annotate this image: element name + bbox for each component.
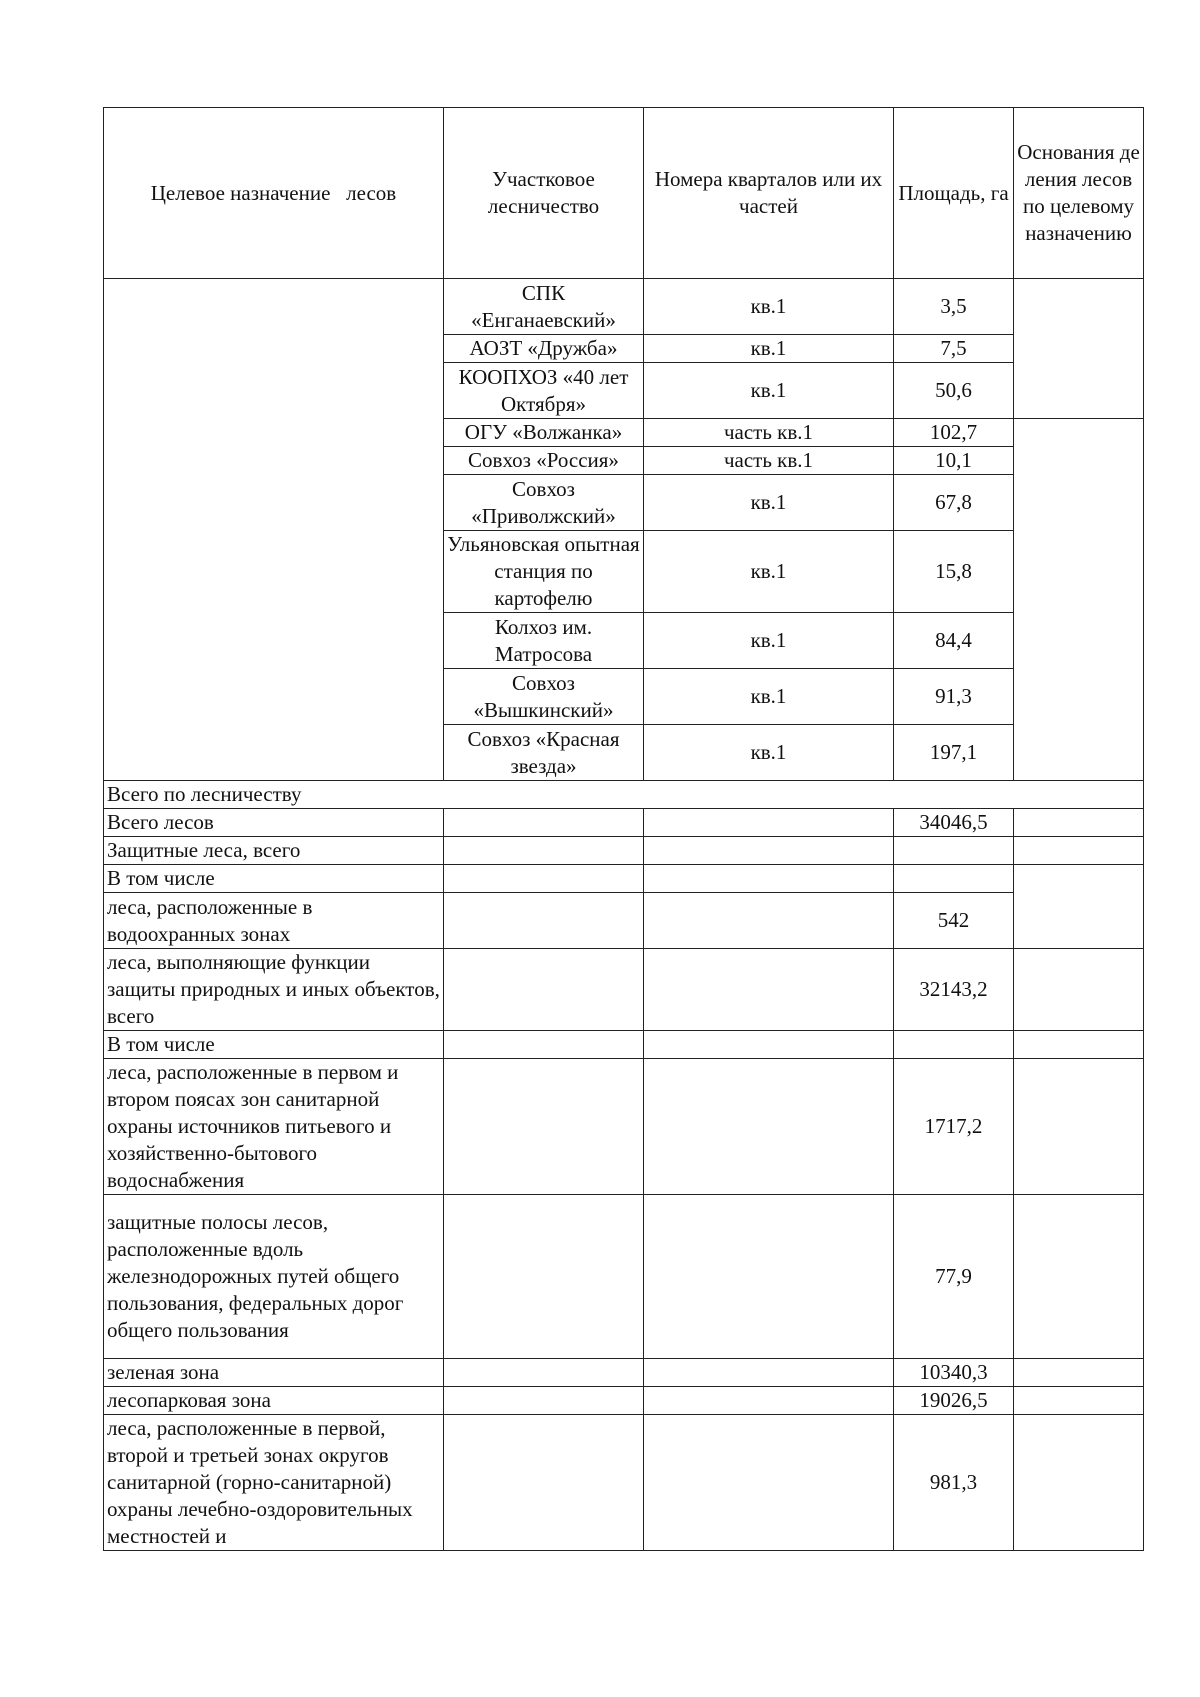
purpose-cell: В том числе bbox=[104, 865, 444, 893]
purpose-cell: леса, расположенные в первом и втором поясах зон санитарной охраны источников питьевого и хозяйственно-бытового водоснабжения bbox=[104, 1059, 444, 1195]
area-cell bbox=[894, 837, 1014, 865]
forestry-cell-empty bbox=[444, 1031, 644, 1059]
forest-purpose-table bbox=[103, 107, 1144, 1551]
area-cell: 981,3 bbox=[894, 1415, 1014, 1551]
area-cell: 34046,5 bbox=[894, 809, 1014, 837]
basis-cell bbox=[1014, 419, 1144, 781]
quarters-cell: кв.1 bbox=[644, 613, 894, 669]
quarters-cell: кв.1 bbox=[644, 363, 894, 419]
table-row bbox=[104, 1359, 1144, 1387]
table-row bbox=[104, 1195, 1144, 1359]
table-row bbox=[104, 893, 1144, 949]
basis-cell bbox=[1014, 1031, 1144, 1059]
forestry-cell: Совхоз «Приволжский» bbox=[444, 475, 644, 531]
purpose-cell: В том числе bbox=[104, 1031, 444, 1059]
purpose-cell: Всего лесов bbox=[104, 809, 444, 837]
basis-cell bbox=[1014, 279, 1144, 419]
forestry-cell-empty bbox=[444, 1059, 644, 1195]
forestry-cell-empty bbox=[444, 809, 644, 837]
table-row bbox=[104, 279, 1144, 335]
header-purpose: Целевое назначение лесов bbox=[104, 108, 444, 279]
table-row bbox=[104, 837, 1144, 865]
area-cell: 32143,2 bbox=[894, 949, 1014, 1031]
area-cell: 67,8 bbox=[894, 475, 1014, 531]
quarters-cell: кв.1 bbox=[644, 475, 894, 531]
quarters-cell: часть кв.1 bbox=[644, 447, 894, 475]
basis-cell bbox=[1014, 1059, 1144, 1195]
area-cell: 77,9 bbox=[894, 1195, 1014, 1359]
basis-cell bbox=[1014, 837, 1144, 865]
area-cell: 84,4 bbox=[894, 613, 1014, 669]
header-quarters: Номера кварталов или их частей bbox=[644, 108, 894, 279]
forestry-cell: Совхоз «Вышкинский» bbox=[444, 669, 644, 725]
header-area: Площадь, га bbox=[894, 108, 1014, 279]
quarters-cell-empty bbox=[644, 837, 894, 865]
area-cell: 19026,5 bbox=[894, 1387, 1014, 1415]
forestry-cell-empty bbox=[444, 865, 644, 893]
table-row bbox=[104, 1415, 1144, 1551]
total-heading: Всего по лесничеству bbox=[104, 781, 1144, 809]
quarters-cell-empty bbox=[644, 1359, 894, 1387]
purpose-cell: защитные полосы лесов, расположенные вдоль железнодорожных путей общего пользования, федеральных дорог общего пользования bbox=[104, 1195, 444, 1359]
forestry-cell-empty bbox=[444, 1359, 644, 1387]
table-row bbox=[104, 949, 1144, 1031]
forestry-cell-empty bbox=[444, 949, 644, 1031]
purpose-cell: зеленая зона bbox=[104, 1359, 444, 1387]
area-cell: 15,8 bbox=[894, 531, 1014, 613]
basis-cell bbox=[1014, 1195, 1144, 1359]
forestry-cell-empty bbox=[444, 1387, 644, 1415]
table-row bbox=[104, 1387, 1144, 1415]
area-cell: 3,5 bbox=[894, 279, 1014, 335]
basis-cell bbox=[1014, 949, 1144, 1031]
quarters-cell: кв.1 bbox=[644, 279, 894, 335]
purpose-cell-empty bbox=[104, 279, 444, 781]
purpose-cell: леса, расположенные в первой, второй и третьей зонах округов санитарной (горно-санитарной) охраны лечебно-оздоровительных местностей и bbox=[104, 1415, 444, 1551]
forestry-cell-empty bbox=[444, 893, 644, 949]
area-cell bbox=[894, 865, 1014, 893]
forestry-cell: Совхоз «Россия» bbox=[444, 447, 644, 475]
quarters-cell: кв.1 bbox=[644, 725, 894, 781]
basis-cell bbox=[1014, 1415, 1144, 1551]
area-cell: 10,1 bbox=[894, 447, 1014, 475]
purpose-cell: Защитные леса, всего bbox=[104, 837, 444, 865]
quarters-cell-empty bbox=[644, 1059, 894, 1195]
quarters-cell-empty bbox=[644, 809, 894, 837]
area-cell: 542 bbox=[894, 893, 1014, 949]
purpose-cell: леса, выполняющие функции защиты природных и иных объектов, всего bbox=[104, 949, 444, 1031]
forestry-cell-empty bbox=[444, 1415, 644, 1551]
quarters-cell-empty bbox=[644, 1031, 894, 1059]
area-cell bbox=[894, 1031, 1014, 1059]
area-cell: 1717,2 bbox=[894, 1059, 1014, 1195]
forestry-cell-empty bbox=[444, 1195, 644, 1359]
area-cell: 50,6 bbox=[894, 363, 1014, 419]
forestry-cell: Колхоз им. Матросова bbox=[444, 613, 644, 669]
table-row bbox=[104, 865, 1144, 893]
quarters-cell: кв.1 bbox=[644, 669, 894, 725]
forestry-cell-empty bbox=[444, 837, 644, 865]
header-forestry: Участковое лесничество bbox=[444, 108, 644, 279]
quarters-cell-empty bbox=[644, 893, 894, 949]
forestry-cell: КООПХОЗ «40 лет Октября» bbox=[444, 363, 644, 419]
forestry-cell: СПК «Енганаевский» bbox=[444, 279, 644, 335]
purpose-cell: леса, расположенные в водоохранных зонах bbox=[104, 893, 444, 949]
quarters-cell-empty bbox=[644, 1387, 894, 1415]
area-cell: 7,5 bbox=[894, 335, 1014, 363]
quarters-cell-empty bbox=[644, 1195, 894, 1359]
purpose-cell: лесопарковая зона bbox=[104, 1387, 444, 1415]
area-cell: 10340,3 bbox=[894, 1359, 1014, 1387]
forestry-cell: ОГУ «Волжанка» bbox=[444, 419, 644, 447]
table-row bbox=[104, 1059, 1144, 1195]
area-cell: 102,7 bbox=[894, 419, 1014, 447]
quarters-cell: часть кв.1 bbox=[644, 419, 894, 447]
forestry-cell: АОЗТ «Дружба» bbox=[444, 335, 644, 363]
table-row bbox=[104, 1031, 1144, 1059]
total-heading-row bbox=[104, 781, 1144, 809]
area-cell: 91,3 bbox=[894, 669, 1014, 725]
header-basis: Основания деления лесов по целевому назначению bbox=[1014, 108, 1144, 279]
forestry-cell: Совхоз «Красная звезда» bbox=[444, 725, 644, 781]
basis-cell bbox=[1014, 1387, 1144, 1415]
basis-cell bbox=[1014, 865, 1144, 949]
quarters-cell: кв.1 bbox=[644, 531, 894, 613]
table-header-row bbox=[104, 108, 1144, 279]
quarters-cell-empty bbox=[644, 865, 894, 893]
area-cell: 197,1 bbox=[894, 725, 1014, 781]
quarters-cell-empty bbox=[644, 1415, 894, 1551]
quarters-cell-empty bbox=[644, 949, 894, 1031]
basis-cell bbox=[1014, 1359, 1144, 1387]
quarters-cell: кв.1 bbox=[644, 335, 894, 363]
forestry-cell: Ульяновская опытная станция по картофелю bbox=[444, 531, 644, 613]
table-row bbox=[104, 809, 1144, 837]
basis-cell bbox=[1014, 809, 1144, 837]
